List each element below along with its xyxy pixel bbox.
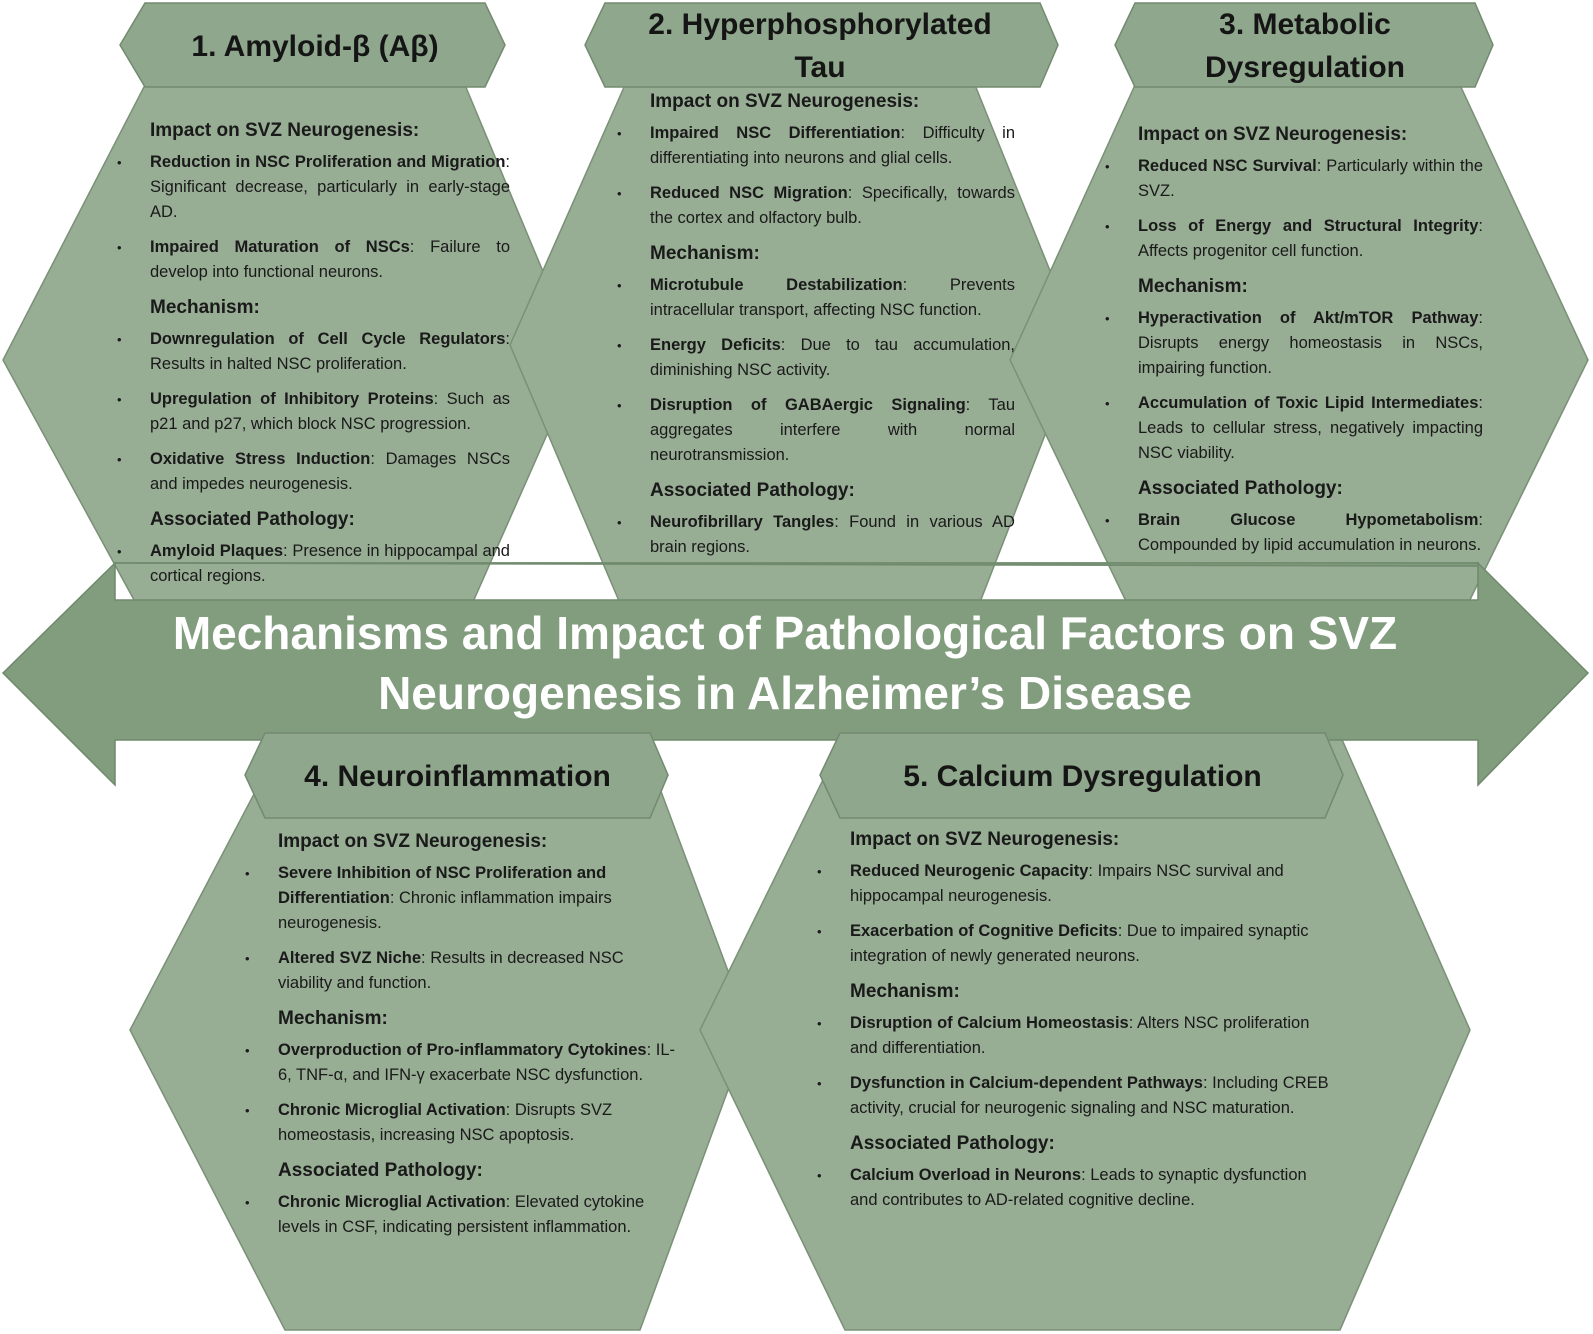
- section-heading: Mechanism: [850, 981, 954, 1002]
- banner-title: [115, 603, 1455, 723]
- list-item: • Reduced NSC Migration: Specifically, towards the cortex and olfactory bulb.: [650, 181, 1015, 231]
- factor-title-amyloid: 1. Amyloid-β (Aβ): [191, 30, 439, 63]
- list-item: • Dysfunction in Calcium-dependent Pathways: Including CREB activity, crucial for neurogenic signaling and NSC maturation.: [850, 1071, 1335, 1121]
- list-item: • Exacerbation of Cognitive Deficits: Due to impaired synaptic integration of newly generated neurons.: [850, 919, 1335, 969]
- section-heading: Impact on SVZ Neurogenesis: [650, 91, 913, 112]
- section-heading: Mechanism: [278, 1008, 382, 1029]
- section-heading: Mechanism: [150, 297, 254, 318]
- list-item: • Calcium Overload in Neurons: Leads to synaptic dysfunction and contributes to AD-related cognitive decline.: [850, 1163, 1335, 1213]
- list-item: • Reduced NSC Survival: Particularly within the SVZ.: [1138, 154, 1483, 204]
- list-item: • Overproduction of Pro-inflammatory Cytokines: IL-6, TNF-α, and IFN-γ exacerbate NSC dysfunction.: [278, 1038, 678, 1088]
- list-item: • Chronic Microglial Activation: Elevated cytokine levels in CSF, indicating persistent inflammation.: [278, 1190, 678, 1240]
- section-heading: Associated Pathology: [278, 1160, 477, 1181]
- factor-title-calcium: 5. Calcium Dysregulation: [903, 760, 1262, 793]
- banner-line-2: Neurogenesis in Alzheimer’s Disease: [378, 667, 1192, 719]
- list-item: • Neurofibrillary Tangles: Found in various AD brain regions.: [650, 510, 1015, 560]
- factor-title-metabolic: 3. Metabolic Dysregulation: [1204, 8, 1406, 84]
- factor-panel-amyloid: Impact on SVZ Neurogenesis: • Reduction in NSC Proliferation and Migration: Significant decrease, particularly in early-stage AD. • Impaired Maturation of NSCs: Failure to develop into functional neurons. Mechanism: • Downregulation of Cell Cycle Regulators: Results in halted NSC proliferation. • Upregulation of Inhibitory Proteins: Such as p21 and p27, which block NSC progression. • Oxidative Stress Induction: Damages NSCs and impedes neurogenesis. Associated Pathology: • Amyloid Plaques: Presence in hippocampal and cortical regions.: [150, 118, 510, 599]
- factor-title-neuroinflammation: 4. Neuroinflammation: [304, 760, 611, 793]
- list-item: • Upregulation of Inhibitory Proteins: Such as p21 and p27, which block NSC progression.: [150, 387, 510, 437]
- list-item: • Accumulation of Toxic Lipid Intermediates: Leads to cellular stress, negatively impacting NSC viability.: [1138, 391, 1483, 466]
- list-item: • Brain Glucose Hypometabolism: Compounded by lipid accumulation in neurons.: [1138, 508, 1483, 558]
- list-item: • Disruption of GABAergic Signaling: Tau aggregates interfere with normal neurotransmission.: [650, 393, 1015, 468]
- factor-title-tau: 2. Hyperphosphorylated Tau: [648, 8, 992, 84]
- list-item: • Severe Inhibition of NSC Proliferation and Differentiation: Chronic inflammation impairs neurogenesis.: [278, 861, 678, 936]
- list-item: • Reduction in NSC Proliferation and Migration: Significant decrease, particularly in early-stage AD.: [150, 150, 510, 225]
- section-heading: Impact on SVZ Neurogenesis: [850, 829, 1113, 850]
- section-heading: Impact on SVZ Neurogenesis: [150, 120, 413, 141]
- section-heading: Associated Pathology: [850, 1133, 1049, 1154]
- list-item: • Energy Deficits: Due to tau accumulation, diminishing NSC activity.: [650, 333, 1015, 383]
- list-item: • Downregulation of Cell Cycle Regulators: Results in halted NSC proliferation.: [150, 327, 510, 377]
- list-item: • Impaired NSC Differentiation: Difficulty in differentiating into neurons and glial cells.: [650, 121, 1015, 171]
- factor-panel-neuroinflammation: Impact on SVZ Neurogenesis: • Severe Inhibition of NSC Proliferation and Differentiation: Chronic inflammation impairs neurogenesis. • Altered SVZ Niche: Results in decreased NSC viability and function. Mechanism: • Overproduction of Pro-inflammatory Cytokines: IL-6, TNF-α, and IFN-γ exacerbate NSC dysfunction. • Chronic Microglial Activation: Disrupts SVZ homeostasis, increasing NSC apoptosis. Associated Pathology: • Chronic Microglial Activation: Elevated cytokine levels in CSF, indicating persistent inflammation.: [278, 829, 678, 1250]
- list-item: • Altered SVZ Niche: Results in decreased NSC viability and function.: [278, 946, 678, 996]
- section-heading: Associated Pathology: [650, 480, 849, 501]
- list-item: • Hyperactivation of Akt/mTOR Pathway: Disrupts energy homeostasis in NSCs, impairing function.: [1138, 306, 1483, 381]
- factor-panel-metabolic: Impact on SVZ Neurogenesis: • Reduced NSC Survival: Particularly within the SVZ. • Loss of Energy and Structural Integrity: Affects progenitor cell function. Mechanism: • Hyperactivation of Akt/mTOR Pathway: Disrupts energy homeostasis in NSCs, impairing function. • Accumulation of Toxic Lipid Intermediates: Leads to cellular stress, negatively impacting NSC viability. Associated Pathology: • Brain Glucose Hypometabolism: Compounded by lipid accumulation in neurons.: [1138, 122, 1483, 568]
- section-heading: Mechanism: [650, 243, 754, 264]
- list-item: • Impaired Maturation of NSCs: Failure to develop into functional neurons.: [150, 235, 510, 285]
- factor-panel-calcium: Impact on SVZ Neurogenesis: • Reduced Neurogenic Capacity: Impairs NSC survival and hippocampal neurogenesis. • Exacerbation of Cognitive Deficits: Due to impaired synaptic integration of newly generated neurons. Mechanism: • Disruption of Calcium Homeostasis: Alters NSC proliferation and differentiation. • Dysfunction in Calcium-dependent Pathways: Including CREB activity, crucial for neurogenic signaling and NSC maturation. Associated Pathology: • Calcium Overload in Neurons: Leads to synaptic dysfunction and contributes to AD-related cognitive decline.: [850, 827, 1335, 1223]
- banner-line-1: Mechanisms and Impact of Pathological Factors on SVZ: [172, 607, 1398, 659]
- list-item: • Amyloid Plaques: Presence in hippocampal and cortical regions.: [150, 539, 510, 589]
- factor-panel-tau: Impact on SVZ Neurogenesis: • Impaired NSC Differentiation: Difficulty in differentiating into neurons and glial cells. • Reduced NSC Migration: Specifically, towards the cortex and olfactory bulb. Mechanism: • Microtubule Destabilization: Prevents intracellular transport, affecting NSC function. • Energy Deficits: Due to tau accumulation, diminishing NSC activity. • Disruption of GABAergic Signaling: Tau aggregates interfere with normal neurotransmission. Associated Pathology: • Neurofibrillary Tangles: Found in various AD brain regions.: [650, 89, 1015, 570]
- section-heading: Mechanism: [1138, 276, 1242, 297]
- section-heading: Impact on SVZ Neurogenesis: [278, 831, 541, 852]
- section-heading: Associated Pathology: [1138, 478, 1337, 499]
- list-item: • Disruption of Calcium Homeostasis: Alters NSC proliferation and differentiation.: [850, 1011, 1335, 1061]
- list-item: • Loss of Energy and Structural Integrity: Affects progenitor cell function.: [1138, 214, 1483, 264]
- section-heading: Associated Pathology: [150, 509, 349, 530]
- list-item: • Oxidative Stress Induction: Damages NSCs and impedes neurogenesis.: [150, 447, 510, 497]
- list-item: • Reduced Neurogenic Capacity: Impairs NSC survival and hippocampal neurogenesis.: [850, 859, 1335, 909]
- list-item: • Chronic Microglial Activation: Disrupts SVZ homeostasis, increasing NSC apoptosis.: [278, 1098, 678, 1148]
- list-item: • Microtubule Destabilization: Prevents intracellular transport, affecting NSC function.: [650, 273, 1015, 323]
- section-heading: Impact on SVZ Neurogenesis: [1138, 124, 1401, 145]
